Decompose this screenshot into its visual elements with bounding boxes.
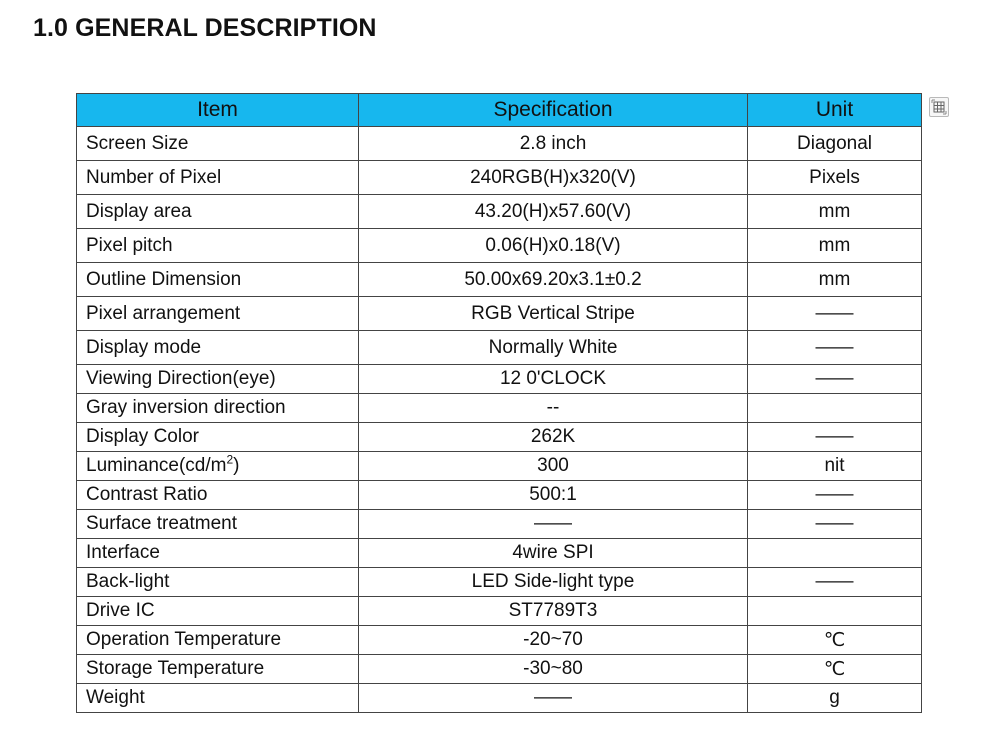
cell-unit bbox=[748, 394, 922, 423]
cell-spec: 50.00x69.20x3.1±0.2 bbox=[359, 263, 748, 297]
table-row bbox=[77, 195, 922, 229]
table-row bbox=[77, 481, 922, 510]
cell-spec: 4wire SPI bbox=[359, 539, 748, 568]
table-row bbox=[77, 626, 922, 655]
cell-spec: -- bbox=[359, 394, 748, 423]
cell-unit: Pixels bbox=[748, 161, 922, 195]
cell-item: Contrast Ratio bbox=[77, 481, 359, 510]
cell-unit: —— bbox=[748, 331, 922, 365]
cell-spec: —— bbox=[359, 684, 748, 713]
cell-item: Operation Temperature bbox=[77, 626, 359, 655]
table-row bbox=[77, 452, 922, 481]
table-row bbox=[77, 297, 922, 331]
table-row bbox=[77, 655, 922, 684]
table-row bbox=[77, 510, 922, 539]
table-expand-icon[interactable] bbox=[929, 97, 949, 117]
cell-spec: 300 bbox=[359, 452, 748, 481]
cell-item: Gray inversion direction bbox=[77, 394, 359, 423]
cell-unit: —— bbox=[748, 568, 922, 597]
cell-unit: —— bbox=[748, 365, 922, 394]
cell-item: Display Color bbox=[77, 423, 359, 452]
cell-spec: 2.8 inch bbox=[359, 127, 748, 161]
table-row bbox=[77, 229, 922, 263]
cell-unit: —— bbox=[748, 297, 922, 331]
table-header-row bbox=[77, 94, 922, 127]
cell-item: Display mode bbox=[77, 331, 359, 365]
cell-spec: -20~70 bbox=[359, 626, 748, 655]
cell-item: Number of Pixel bbox=[77, 161, 359, 195]
cell-item: Pixel pitch bbox=[77, 229, 359, 263]
cell-item: Screen Size bbox=[77, 127, 359, 161]
cell-spec: 0.06(H)x0.18(V) bbox=[359, 229, 748, 263]
cell-spec: RGB Vertical Stripe bbox=[359, 297, 748, 331]
cell-item: Outline Dimension bbox=[77, 263, 359, 297]
cell-spec: 12 0'CLOCK bbox=[359, 365, 748, 394]
spec-table bbox=[76, 93, 922, 713]
column-header-unit: Unit bbox=[748, 94, 922, 127]
luminance-label-suffix: ) bbox=[233, 455, 240, 476]
cell-spec: 43.20(H)x57.60(V) bbox=[359, 195, 748, 229]
cell-unit: mm bbox=[748, 229, 922, 263]
cell-unit: nit bbox=[748, 452, 922, 481]
cell-unit: mm bbox=[748, 195, 922, 229]
cell-unit bbox=[748, 539, 922, 568]
cell-spec: Normally White bbox=[359, 331, 748, 365]
table-row bbox=[77, 539, 922, 568]
luminance-label: Luminance(cd/m bbox=[86, 455, 227, 476]
table-row bbox=[77, 263, 922, 297]
cell-spec: LED Side-light type bbox=[359, 568, 748, 597]
cell-spec: 262K bbox=[359, 423, 748, 452]
table-row bbox=[77, 331, 922, 365]
cell-unit: mm bbox=[748, 263, 922, 297]
table-row bbox=[77, 127, 922, 161]
cell-spec: ST7789T3 bbox=[359, 597, 748, 626]
cell-item: Display area bbox=[77, 195, 359, 229]
table-row bbox=[77, 684, 922, 713]
cell-unit: g bbox=[748, 684, 922, 713]
cell-item: Surface treatment bbox=[77, 510, 359, 539]
cell-item: Viewing Direction(eye) bbox=[77, 365, 359, 394]
table-row bbox=[77, 568, 922, 597]
cell-unit: —— bbox=[748, 423, 922, 452]
superscript-2: 2 bbox=[226, 452, 234, 467]
table-row bbox=[77, 365, 922, 394]
column-header-specification: Specification bbox=[359, 94, 748, 127]
column-header-item: Item bbox=[77, 94, 359, 127]
cell-unit: Diagonal bbox=[748, 127, 922, 161]
cell-spec: 500:1 bbox=[359, 481, 748, 510]
cell-item: Back-light bbox=[77, 568, 359, 597]
cell-spec: 240RGB(H)x320(V) bbox=[359, 161, 748, 195]
table-row bbox=[77, 423, 922, 452]
table-row bbox=[77, 161, 922, 195]
cell-item: Drive IC bbox=[77, 597, 359, 626]
table-row bbox=[77, 597, 922, 626]
cell-item: Storage Temperature bbox=[77, 655, 359, 684]
cell-spec: —— bbox=[359, 510, 748, 539]
cell-spec: -30~80 bbox=[359, 655, 748, 684]
cell-item bbox=[77, 452, 359, 481]
cell-unit: ℃ bbox=[748, 655, 922, 684]
cell-item: Interface bbox=[77, 539, 359, 568]
table-grid-icon bbox=[930, 98, 948, 116]
cell-unit: —— bbox=[748, 510, 922, 539]
table-row bbox=[77, 394, 922, 423]
cell-unit bbox=[748, 597, 922, 626]
cell-item: Weight bbox=[77, 684, 359, 713]
cell-unit: ℃ bbox=[748, 626, 922, 655]
cell-unit: —— bbox=[748, 481, 922, 510]
cell-item: Pixel arrangement bbox=[77, 297, 359, 331]
page-title: 1.0 GENERAL DESCRIPTION bbox=[33, 14, 377, 42]
